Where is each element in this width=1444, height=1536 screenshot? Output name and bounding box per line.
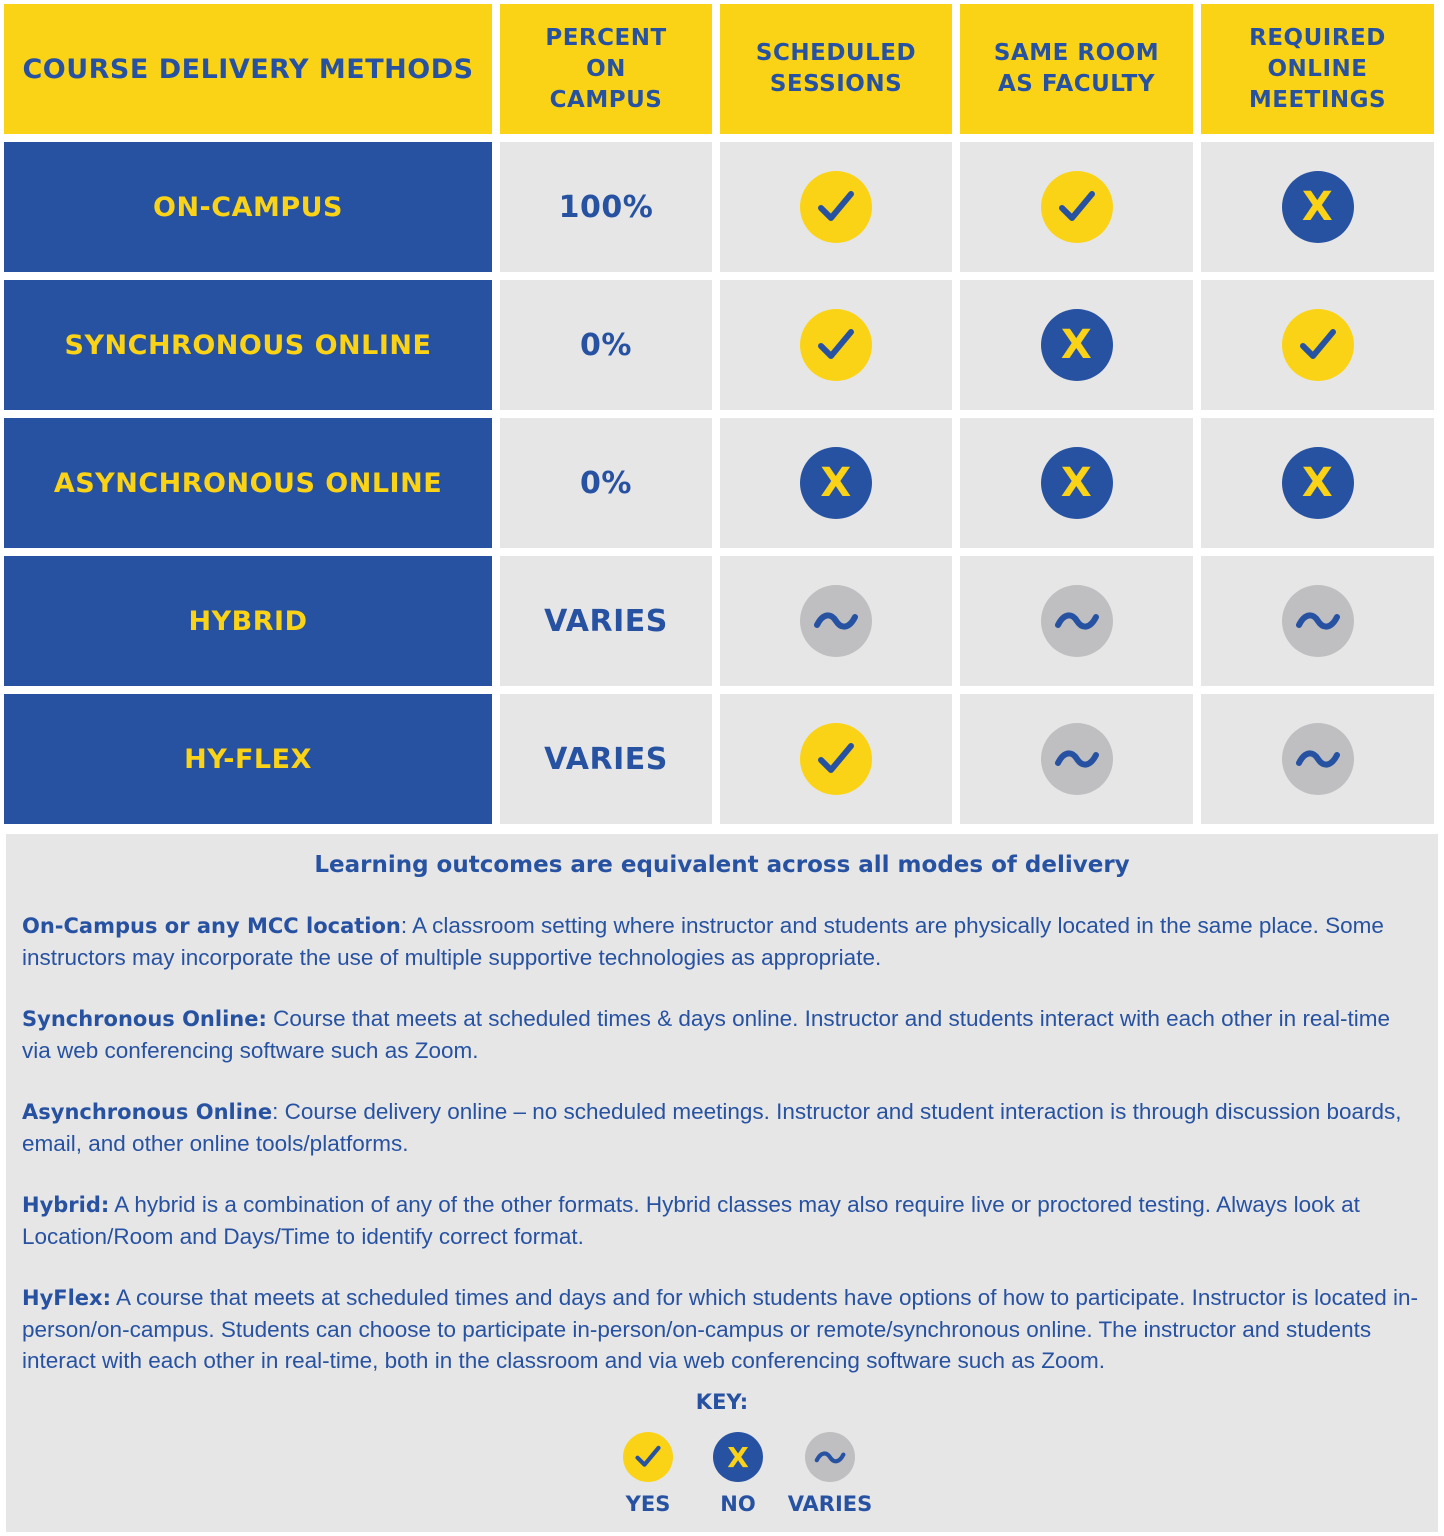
checkmark-icon [800, 723, 872, 795]
same-room-cell [960, 280, 1193, 410]
header-required-online-meetings [1201, 4, 1434, 134]
checkmark-icon [800, 309, 872, 381]
key-title: KEY: [695, 1390, 749, 1414]
definition-text: A course that meets at scheduled times and days and for which students have options of how to participate. Instructor is located in-person/on-campus. Students can choose to participate in-person/on-campus or remote/synchronous online. The instructor and students interact with each other in real-time, both in the classroom and via web conferencing software such as Zoom. [22, 1285, 1418, 1373]
tilde-icon [1041, 723, 1113, 795]
percent-value: 0% [580, 465, 632, 501]
definition-hyflex [22, 1282, 1422, 1376]
definition-separator: : [400, 913, 413, 938]
header-same-room-line: SAME ROOM [993, 40, 1160, 66]
header-scheduled-sessions [720, 4, 952, 134]
percent-cell [500, 556, 712, 686]
definition-term: Hybrid: [22, 1193, 110, 1217]
row-label-asynchronous-online [4, 418, 492, 548]
same-room-cell [960, 142, 1193, 272]
tilde-icon [800, 585, 872, 657]
scheduled-cell [720, 556, 952, 686]
definition-asynchronous-online [22, 1096, 1422, 1159]
checkmark-icon [1282, 309, 1354, 381]
header-percent-line: CAMPUS [549, 86, 663, 113]
key-label-yes: YES [625, 1492, 671, 1516]
definitions-list [22, 910, 1422, 1406]
tilde-icon [1282, 585, 1354, 657]
row-label-hy-flex [4, 694, 492, 824]
key-label-no: NO [720, 1492, 756, 1516]
row-label-on-campus [4, 142, 492, 272]
delivery-methods-table [4, 4, 1434, 824]
tilde-icon [805, 1432, 855, 1482]
header-same-room-line: AS FACULTY [998, 71, 1155, 97]
panel-title: Learning outcomes are equivalent across all modes of delivery [314, 852, 1130, 878]
row-label-text: HYBRID [188, 605, 308, 637]
required-online-cell [1201, 142, 1434, 272]
header-scheduled-line: SESSIONS [769, 71, 903, 97]
header-required-line: MEETINGS [1248, 86, 1387, 113]
scheduled-cell [720, 280, 952, 410]
definition-on-campus [22, 910, 1422, 973]
row-label-synchronous-online [4, 280, 492, 410]
x-icon: X [800, 447, 872, 519]
percent-value: VARIES [544, 603, 668, 639]
x-icon: X [713, 1432, 763, 1482]
key-item-varies [770, 1432, 890, 1516]
percent-value: VARIES [544, 741, 668, 777]
definition-text: A classroom setting where instructor and students are physically located in the same place. Some instructors may incorporate the use of multiple supportive technologies as appropriate. [22, 913, 1384, 970]
definitions-panel [6, 834, 1438, 1532]
header-required-line: REQUIRED [1249, 24, 1386, 51]
tilde-icon [1041, 585, 1113, 657]
definition-term: On-Campus or any MCC location [22, 914, 401, 938]
key-label-varies: VARIES [787, 1492, 873, 1516]
definition-text: Course delivery online – no scheduled meetings. Instructor and student interaction is through discussion boards, email, and other online tools/platforms. [22, 1099, 1402, 1156]
row-label-text: HY-FLEX [184, 743, 312, 775]
definition-term: HyFlex: [22, 1286, 111, 1310]
header-percent-line: PERCENT [545, 24, 667, 51]
row-label-text: SYNCHRONOUS ONLINE [64, 329, 432, 361]
header-percent-on-campus [500, 4, 712, 134]
definition-text: Course that meets at scheduled times & days online. Instructor and students interact with each other in real-time via web conferencing software such as Zoom. [22, 1006, 1390, 1063]
percent-cell [500, 142, 712, 272]
row-label-hybrid [4, 556, 492, 686]
same-room-cell [960, 556, 1193, 686]
row-label-text: ASYNCHRONOUS ONLINE [53, 467, 443, 499]
x-icon: X [1282, 171, 1354, 243]
checkmark-icon [623, 1432, 673, 1482]
required-online-cell [1201, 280, 1434, 410]
definition-hybrid [22, 1189, 1422, 1252]
header-course-delivery-methods [4, 4, 492, 134]
percent-cell [500, 694, 712, 824]
definition-separator: : [272, 1099, 285, 1124]
definition-synchronous-online [22, 1003, 1422, 1066]
definition-text: A hybrid is a combination of any of the other formats. Hybrid classes may also require live or proctored testing. Always look at Location/Room and Days/Time to identify correct format. [22, 1192, 1360, 1249]
tilde-icon [1282, 723, 1354, 795]
scheduled-cell [720, 694, 952, 824]
scheduled-cell [720, 418, 952, 548]
percent-cell [500, 280, 712, 410]
checkmark-icon [800, 171, 872, 243]
required-online-cell [1201, 694, 1434, 824]
definition-term: Asynchronous Online [22, 1100, 273, 1124]
required-online-cell [1201, 556, 1434, 686]
percent-value: 0% [580, 327, 632, 363]
definition-term: Synchronous Online: [22, 1007, 267, 1031]
header-same-room-as-faculty [960, 4, 1193, 134]
percent-cell [500, 418, 712, 548]
same-room-cell [960, 418, 1193, 548]
x-icon: X [1041, 447, 1113, 519]
percent-value: 100% [558, 189, 654, 225]
header-method-text: COURSE DELIVERY METHODS [22, 53, 474, 85]
scheduled-cell [720, 142, 952, 272]
header-percent-line: ON [586, 55, 626, 82]
same-room-cell [960, 694, 1193, 824]
required-online-cell [1201, 418, 1434, 548]
header-scheduled-line: SCHEDULED [755, 40, 917, 66]
checkmark-icon [1041, 171, 1113, 243]
x-icon: X [1282, 447, 1354, 519]
header-required-line: ONLINE [1267, 55, 1368, 82]
row-label-text: ON-CAMPUS [153, 191, 343, 223]
x-icon: X [1041, 309, 1113, 381]
